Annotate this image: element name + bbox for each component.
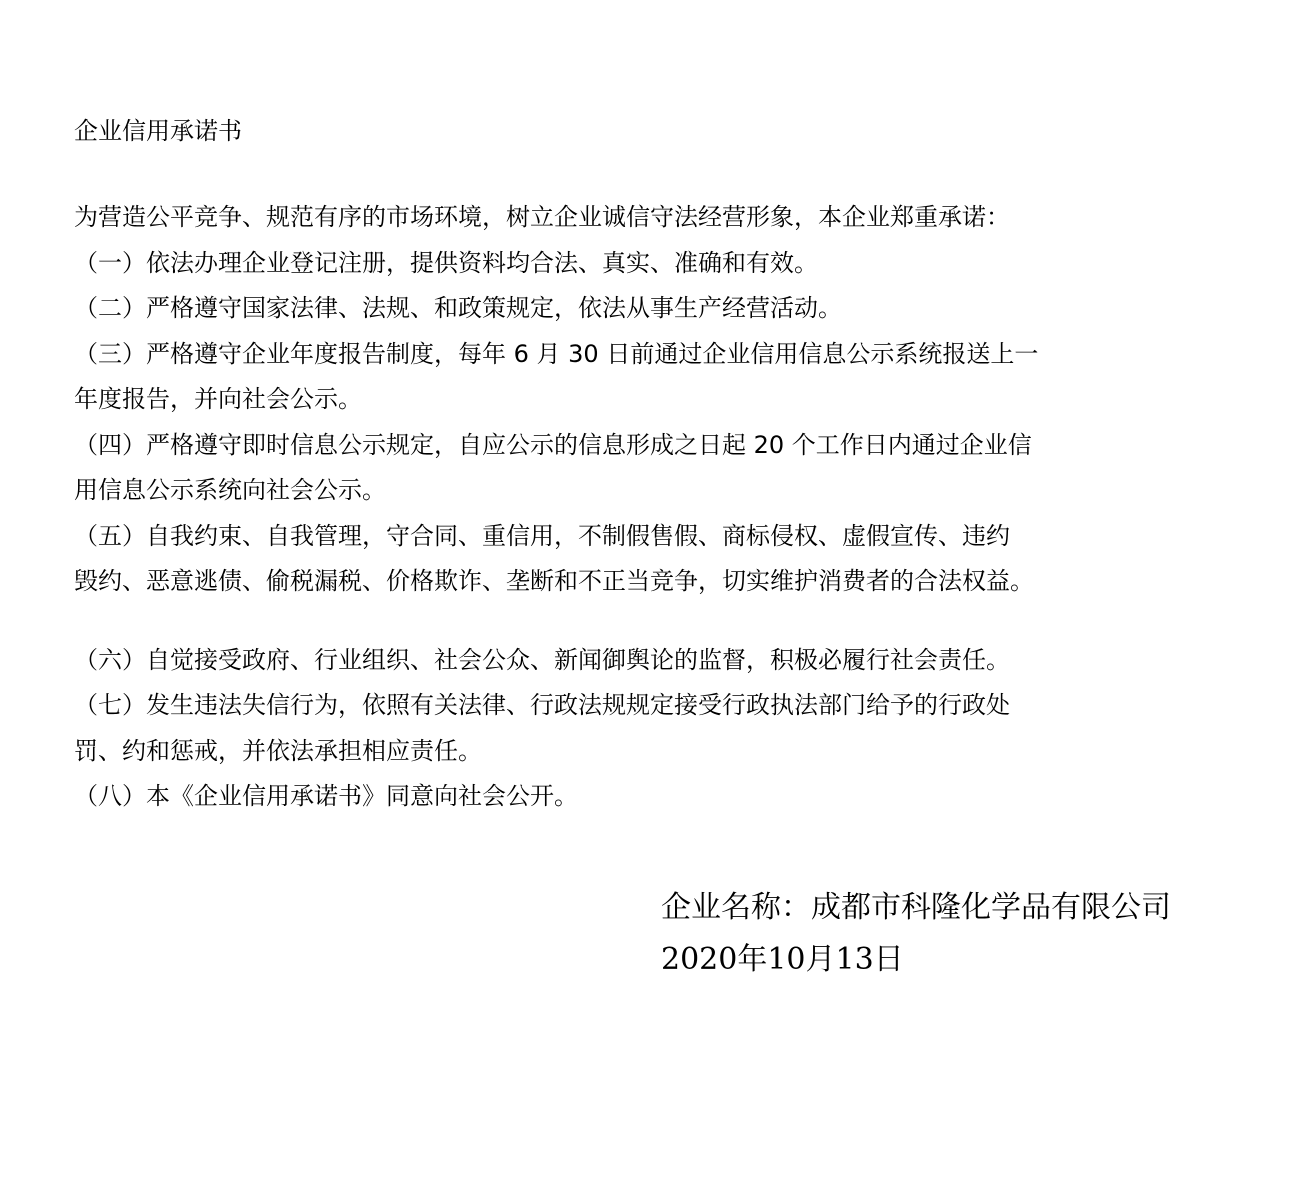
document-title: 企业信用承诺书 — [74, 117, 242, 145]
commitment-7-line-2: 罚、约和惩戒，并依法承担相应责任。 — [74, 736, 482, 765]
signature-block — [661, 882, 1171, 986]
commitment-5-line-2: 毁约、恶意逃债、偷税漏税、价格欺诈、垄断和不正当竞争，切实维护消费者的合法权益。 — [74, 567, 1034, 595]
commitment-3-line-2: 年度报告，并向社会公示。 — [74, 385, 362, 413]
commitment-4-line-2: 用信息公示系统向社会公示。 — [74, 476, 386, 504]
commitment-2: （二）严格遵守国家法律、法规、和政策规定，依法从事生产经营活动。 — [74, 294, 842, 322]
commitment-1: （一）依法办理企业登记注册，提供资料均合法、真实、准确和有效。 — [74, 248, 818, 277]
paragraph-gap — [74, 605, 1274, 638]
commitment-3-line-1: （三）严格遵守企业年度报告制度，每年 6 月 30 日前通过企业信用信息公示系统报送上一 — [74, 339, 1039, 368]
commitment-5-line-1: （五）自我约束、自我管理，守合同、重信用，不制假售假、商标侵权、虚假宣传、违约 — [74, 521, 1010, 550]
commitment-8: （八）本《企业信用承诺书》同意向社会公开。 — [74, 782, 578, 810]
commitment-7-line-1: （七）发生违法失信行为，依照有关法律、行政法规规定接受行政执法部门给予的行政处 — [74, 691, 1010, 719]
commitment-6: （六）自觉接受政府、行业组织、社会公众、新闻御舆论的监督，积极必履行社会责任。 — [74, 645, 1010, 674]
signature-date: 2020年10月13日 — [661, 942, 904, 977]
document-body — [74, 195, 1274, 820]
commitment-4-line-1: （四）严格遵守即时信息公示规定，自应公示的信息形成之日起 20 个工作日内通过企业信 — [74, 430, 1032, 459]
company-name-line: 企业名称：成都市科隆化学品有限公司 — [661, 890, 1171, 925]
intro-paragraph: 为营造公平竞争、规范有序的市场环境，树立企业诚信守法经营形象，本企业郑重承诺： — [74, 203, 1010, 231]
